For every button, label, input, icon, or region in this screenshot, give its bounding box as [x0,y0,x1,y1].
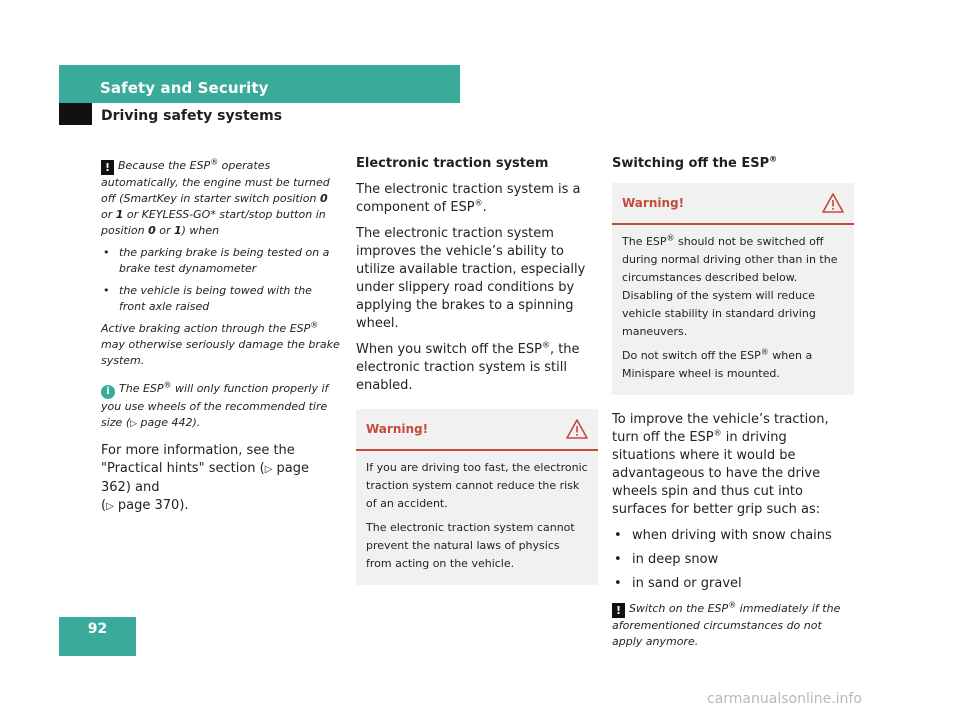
paragraph: The electronic traction system is a component of ESP®. [356,182,581,215]
watermark: carmanualsonline.info [707,691,862,707]
paragraph: The electronic traction system improves the vehicle’s ability to utilize available traction, especially under slippery road conditions by applying the brakes to a spinning wheel. [356,226,586,331]
warning-text: If you are driving too fast, the electronic traction system cannot reduce the risk of an accident. [366,461,588,510]
warning-box [612,183,854,395]
warning-text: Do not switch off the ESP® when a Minispare wheel is mounted. [622,347,813,380]
list-item: • in sand or gravel [612,575,854,593]
warning-label: Warning! [366,422,429,436]
header-marker [59,103,92,125]
page-ref-arrow-icon: ▷ [130,419,138,429]
traction-situations-list [612,527,854,593]
heading-switching-off-esp: Switching off the ESP® [612,154,778,171]
page-number: 92 [59,617,136,656]
exclamation-icon: ! [101,160,114,175]
page-subtitle: Driving safety systems [101,108,283,124]
column-middle [356,150,598,585]
note-bullets [101,245,341,315]
info-note-tire-size: i The ESP® will only function properly if you use wheels of the recommended tire size (▷ page 442). [101,380,329,429]
note-brake-damage: Active braking action through the ESP® may otherwise seriously damage the brake system. [101,320,340,367]
warning-header [356,409,598,451]
column-left [101,150,341,524]
section-title: Safety and Security [100,79,269,97]
warning-box [356,409,598,585]
warning-text: The ESP® should not be switched off during normal driving other than in the circumstances described below. Disabling of the system will reduce vehicle stability in standard driving maneuvers. [622,233,838,338]
column-right [612,150,854,650]
exclamation-icon: ! [612,603,625,618]
paragraph: To improve the vehicle’s traction, turn off the ESP® in driving situations where it would be advantageous to have the drive wheels spin and thus cut into surfaces for better grip such as: [612,412,829,517]
info-icon: i [101,385,115,399]
paragraph: When you switch off the ESP®, the electronic traction system is still enabled. [356,340,580,393]
list-item: • when driving with snow chains [612,527,854,545]
page-ref-arrow-icon: ▷ [106,501,114,512]
list-item: • the vehicle is being towed with the front axle raised [101,283,341,315]
note-brake-test: ! Because the ESP® operates automatically, the engine must be turned off (SmartKey in starter switch position 0 or 1 or KEYLESS-GO* start/stop button in position 0 or 1) when [101,157,330,237]
warning-triangle-icon [566,419,588,439]
list-item: • in deep snow [612,551,854,569]
list-item: • the parking brake is being tested on a brake test dynamometer [101,245,341,277]
warning-label: Warning! [622,196,685,210]
page-ref-arrow-icon: ▷ [264,464,273,475]
warning-header [612,183,854,225]
more-info-paragraph: For more information, see the "Practical hints" section (▷ page 362) and (▷ page 370). [101,443,310,513]
note-switch-on-esp: ! Switch on the ESP® immediately if the aforementioned circumstances do not apply anymore. [612,600,841,648]
warning-text: The electronic traction system cannot prevent the natural laws of physics from acting on the vehicle. [366,521,575,570]
heading-electronic-traction: Electronic traction system [356,156,549,171]
warning-triangle-icon [822,193,844,213]
warning-body [356,451,598,573]
warning-body [612,225,854,383]
